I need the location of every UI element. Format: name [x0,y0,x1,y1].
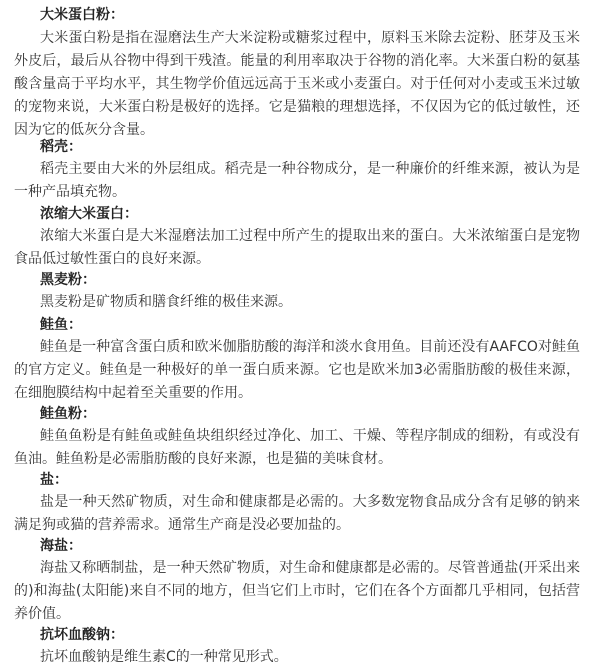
entry-body-salmon-meal: 鲑鱼鱼粉是有鲑鱼或鲑鱼块组织经过净化、加工、干燥、等程序制成的细粉，有或没有鱼油。鲑鱼粉是必需脂肪酸的良好来源，也是猫的美味食材。 [14,428,580,467]
entry-title-rice-protein-concentrate: 浓缩大米蛋白： [40,206,138,222]
entry-title-salmon: 鲑鱼： [40,317,82,333]
entry-body-sodium-ascorbate: 抗坏血酸钠是维生素C的一种常见形式。 [40,649,288,665]
entry-body-rice-protein-powder: 大米蛋白粉是指在湿磨法生产大米淀粉或糖浆过程中，原料玉米除去淀粉、胚芽及玉米外皮后，最后从谷物中得到干残渣。能量的利用率取决于谷物的消化率。大米蛋白粉的氨基酸含量高于平均水平，其生物学价值远远高于玉米或小麦蛋白。对于任何对小麦或玉米过敏的宠物来说，大米蛋白粉是极好的选择。它是猫粮的理想选择，不仅因为它的低过敏性，还因为它的低灰分含量。 [14,30,580,138]
entry-body-rice-hulls: 稻壳主要由大米的外层组成。稻壳是一种谷物成分，是一种廉价的纤维来源，被认为是一种产品填充物。 [14,161,580,200]
entry-title-rye-flour: 黑麦粉： [40,272,96,288]
entry-title-rice-hulls: 稻壳： [40,139,82,155]
entry-body-rye-flour: 黑麦粉是矿物质和膳食纤维的极佳来源。 [40,294,292,310]
entry-title-salmon-meal: 鲑鱼粉： [40,406,96,422]
entry-title-sodium-ascorbate: 抗坏血酸钠： [40,627,124,643]
entry-title-salt: 盐： [40,472,68,488]
entry-title-sea-salt: 海盐： [40,538,82,554]
entry-title-rice-protein-powder: 大米蛋白粉： [40,7,124,23]
entry-body-salmon: 鲑鱼是一种富含蛋白质和欧米伽脂肪酸的海洋和淡水食用鱼。目前还没有AAFCO对鲑鱼的官方定义。鲑鱼是一种极好的单一蛋白质来源。它也是欧米加3必需脂肪酸的极佳来源，在细胞膜结构中起着至关重要的作用。 [14,339,580,401]
entry-body-salt: 盐是一种天然矿物质，对生命和健康都是必需的。大多数宠物食品成分含有足够的钠来满足狗或猫的营养需求。通常生产商是没必要加盐的。 [14,494,580,533]
entry-body-sea-salt: 海盐又称晒制盐，是一种天然矿物质，对生命和健康都是必需的。尽管普通盐(开采出来的)和海盐(太阳能)来自不同的地方，但当它们上市时，它们在各个方面都几乎相同，包括营养价值。 [14,560,580,622]
entry-body-rice-protein-concentrate: 浓缩大米蛋白是大米湿磨法加工过程中所产生的提取出来的蛋白。大米浓缩蛋白是宠物食品低过敏性蛋白的良好来源。 [14,228,580,267]
